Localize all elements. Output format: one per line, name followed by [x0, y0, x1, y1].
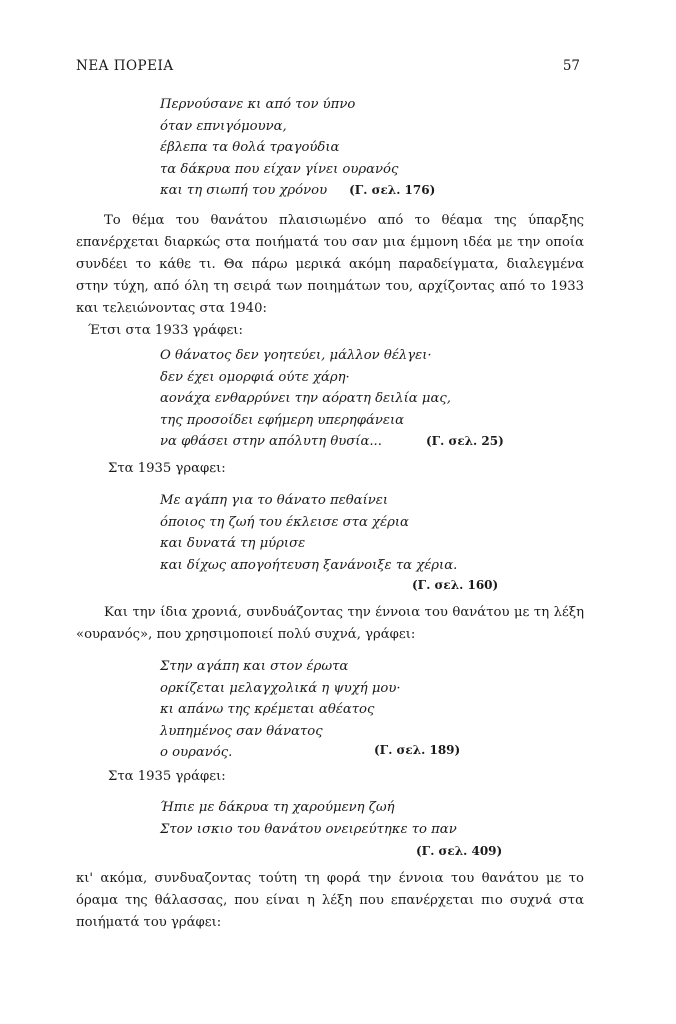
running-title: ΝΕΑ ΠΟΡΕΙΑ: [76, 58, 174, 74]
paragraph-2: [76, 602, 584, 646]
poem-line: τα δάκρυα που είχαν γίνει ουρανός: [160, 161, 399, 177]
poem-line: ορκίζεται μελαγχολικά η ψυχή μου·: [160, 680, 401, 696]
citation: (Γ. σελ. 25): [425, 434, 504, 448]
paragraph-text: κι' ακόμα, συνδυαζοντας τούτη τη φορά την έννοια του θανάτου με το όραμα της θάλασσας, που είναι η λέξη που επανέρχεται πιο συχνά στα ποιήματά του γράφει:: [76, 871, 584, 930]
poem-3: [160, 490, 457, 576]
poem-line: Στον ισκιο του θανάτου ονειρεύτηκε το παν: [160, 821, 457, 837]
paragraph-text: Και την ίδια χρονιά, συνδυάζοντας την έννοια του θανάτου με τη λέξη «ουρανός», που χρησιμοποιεί πολύ συχνά, γράφει:: [76, 605, 584, 642]
poem-1: [160, 94, 435, 202]
intro-line: Στα 1935 γράφει:: [108, 769, 226, 784]
paragraph-3: [76, 868, 584, 934]
citation: (Γ. σελ. 189): [374, 743, 461, 757]
poem-4: [160, 656, 401, 764]
paragraph-text: Το θέμα του θανάτου πλαισιωμένο από το θέαμα της ύπαρξης επανέρχεται διαρκώς στα ποιήματά του σαν μια έμμονη ιδέα με την οποία συνδέει το κάθε τι. Θα πάρω μερικά ακόμη παραδείγματα, διαλεγμένα στην τύχη, από όλη τη σειρά των ποιημάτων του, αρχίζοντας από το 1933 και τελειώνοντας στα 1940:: [76, 213, 584, 316]
poem-line: και δίχως απογοήτευση ξανάνοιξε τα χέρια.: [160, 557, 458, 573]
poem-line: κι απάνω της κρέμεται αθέατος: [160, 702, 375, 717]
paragraph-1: [76, 210, 584, 342]
poem-line-text: και τη σιωπή του χρόνου: [160, 183, 328, 198]
citation: (Γ. σελ. 176): [349, 183, 436, 197]
poem-line: αονάχα ενθαρρύνει την αόρατη δειλία μας,: [160, 391, 451, 406]
poem-line: έβλεπα τα θολά τραγούδια: [160, 140, 340, 155]
poem-line: Στην αγάπη και στον έρωτα: [160, 659, 349, 674]
poem-line: όταν επνιγόμουνα,: [160, 118, 287, 134]
intro-3: [76, 458, 584, 480]
poem-line: Ήπιε με δάκρυα τη χαρούμενη ζωή: [160, 800, 395, 815]
citation: (Γ. σελ. 160): [412, 578, 499, 592]
poem-5: [160, 797, 457, 840]
citation: (Γ. σελ. 409): [416, 844, 503, 858]
poem-line: της προσοίδει εφήμερη υπερηφάνεια: [160, 412, 405, 428]
poem-2: [160, 345, 504, 453]
poem-line-text: να φθάσει στην απόλυτη θυσία...: [160, 434, 382, 449]
poem-line: λυπημένος σαν θάνατος: [160, 723, 323, 739]
poem-line: ο ουρανός.: [160, 745, 233, 760]
poem-line: και δυνατά τη μύρισε: [160, 536, 306, 551]
intro-line: Στα 1935 γραφει:: [108, 461, 226, 476]
poem-line: Περνούσανε κι από τον ύπνο: [160, 97, 356, 112]
page-number: 57: [562, 58, 580, 74]
poem-line: Με αγάπη για το θάνατο πεθαίνει: [160, 493, 389, 508]
intro-5: [76, 766, 584, 788]
poem-line: Ο θάνατος δεν γοητεύει, μάλλον θέλγει·: [160, 348, 432, 363]
intro-line: Έτσι στα 1933 γράφει:: [88, 323, 243, 338]
poem-line: όποιος τη ζωή του έκλεισε στα χέρια: [160, 514, 409, 530]
poem-line: [160, 431, 504, 453]
poem-line: δεν έχει ομορφιά ούτε χάρη·: [160, 369, 350, 385]
poem-line: [160, 180, 435, 202]
